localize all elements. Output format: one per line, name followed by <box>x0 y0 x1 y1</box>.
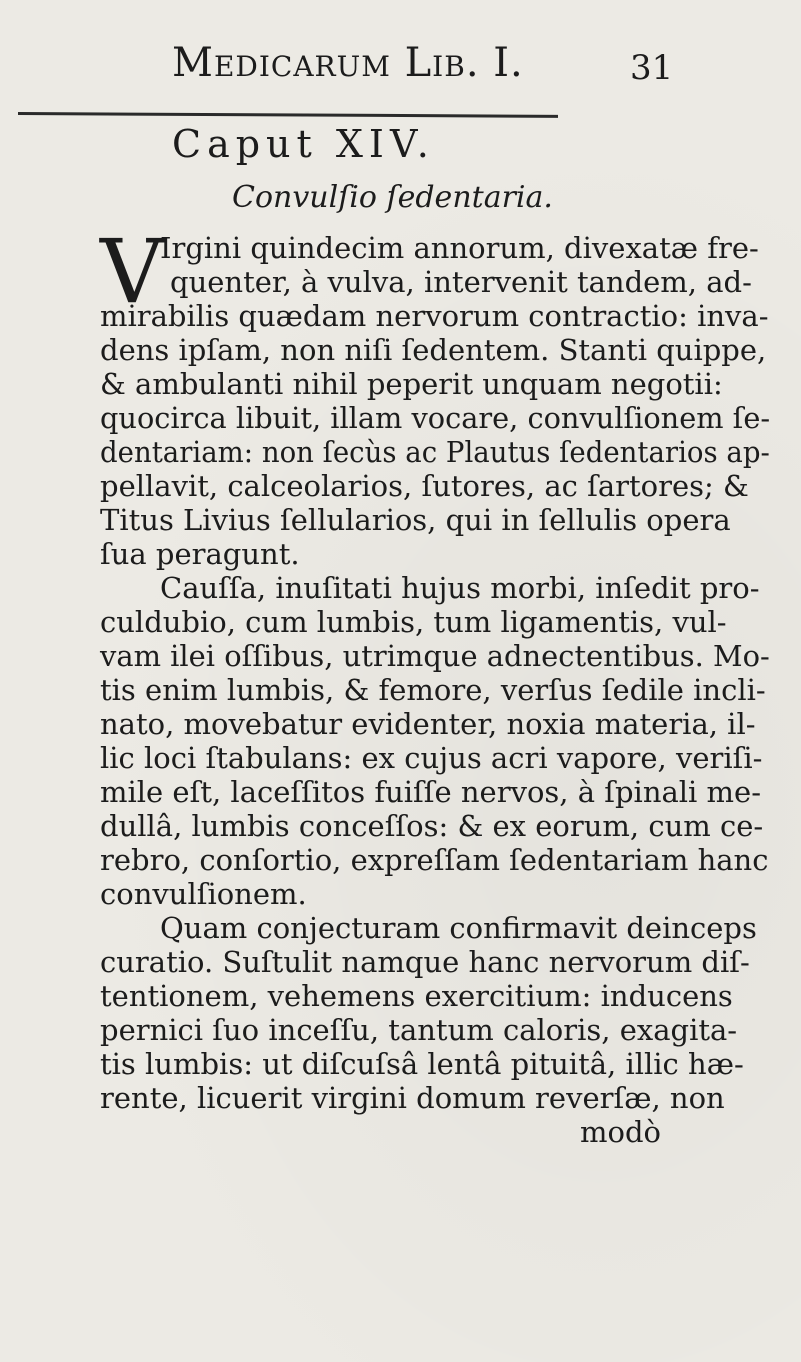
header-rule <box>18 112 558 118</box>
text-line: & ambulanti nihil peperit unquam negotii: <box>100 367 723 401</box>
text-line: lic loci ſtabulans: ex cujus acri vapore, veriſi- <box>100 741 763 775</box>
text-line: dens ipſam, non niſi ſedentem. Stanti quippe, <box>100 333 767 367</box>
text-line: Cauſſa, inuſitati hujus morbi, inſedit pro- <box>160 571 760 605</box>
chapter-subtitle: Convulſio ſedentaria. <box>232 180 553 215</box>
text-line: mile eſt, laceſſitos fuiſſe nervos, à ſpinali me- <box>100 775 762 809</box>
text-line: mirabilis quædam nervorum contractio: inva- <box>100 299 769 333</box>
page-number: 31 <box>630 48 674 88</box>
text-line: Irgini quindecim annorum, divexatæ fre- <box>160 231 759 265</box>
text-line: rente, licuerit virgini domum reverſæ, non <box>100 1081 725 1115</box>
text-line: curatio. Suſtulit namque hanc nervorum diſ- <box>100 945 750 979</box>
text-line: rebro, conſortio, expreſſam ſedentariam hanc <box>100 843 769 877</box>
text-line: ſua peragunt. <box>100 537 300 571</box>
text-line: quenter, à vulva, intervenit tandem, ad- <box>170 265 752 299</box>
text-line: culdubio, cum lumbis, tum ligamentis, vul- <box>100 605 727 639</box>
text-line: tis enim lumbis, & femore, verſus ſedile incli- <box>100 673 766 707</box>
text-line: Titus Livius ſellularios, qui in ſellulis opera <box>100 503 731 537</box>
chapter-heading: Caput XIV. <box>172 122 435 166</box>
text-line: vam ilei oſſibus, utrimque adnectentibus. Mo- <box>100 639 770 673</box>
text-line: pellavit, calceolarios, ſutores, ac ſartores; & <box>100 469 749 503</box>
text-line: tentionem, vehemens exercitium: inducens <box>100 979 733 1013</box>
running-title: Medicarum Lib. I. <box>172 40 524 86</box>
text-line: convulſionem. <box>100 877 307 911</box>
text-line: nato, movebatur evidenter, noxia materia, il- <box>100 707 756 741</box>
drop-capital: V <box>100 220 164 323</box>
running-head <box>0 40 801 90</box>
text-line: dullâ, lumbis conceſſos: & ex eorum, cum ce- <box>100 809 764 843</box>
text-line: Quam conjecturam confirmavit deinceps <box>160 911 757 945</box>
text-line: quocirca libuit, illam vocare, convulſionem ſe- <box>100 401 771 435</box>
text-line: pernici ſuo inceſſu, tantum caloris, exagita- <box>100 1013 738 1047</box>
text-line: tis lumbis: ut diſcuſsâ lentâ pituitâ, illic hæ- <box>100 1047 744 1081</box>
catchword: modò <box>580 1115 661 1149</box>
text-line: dentariam: non ſecùs ac Plautus ſedentarios ap- <box>100 435 770 469</box>
